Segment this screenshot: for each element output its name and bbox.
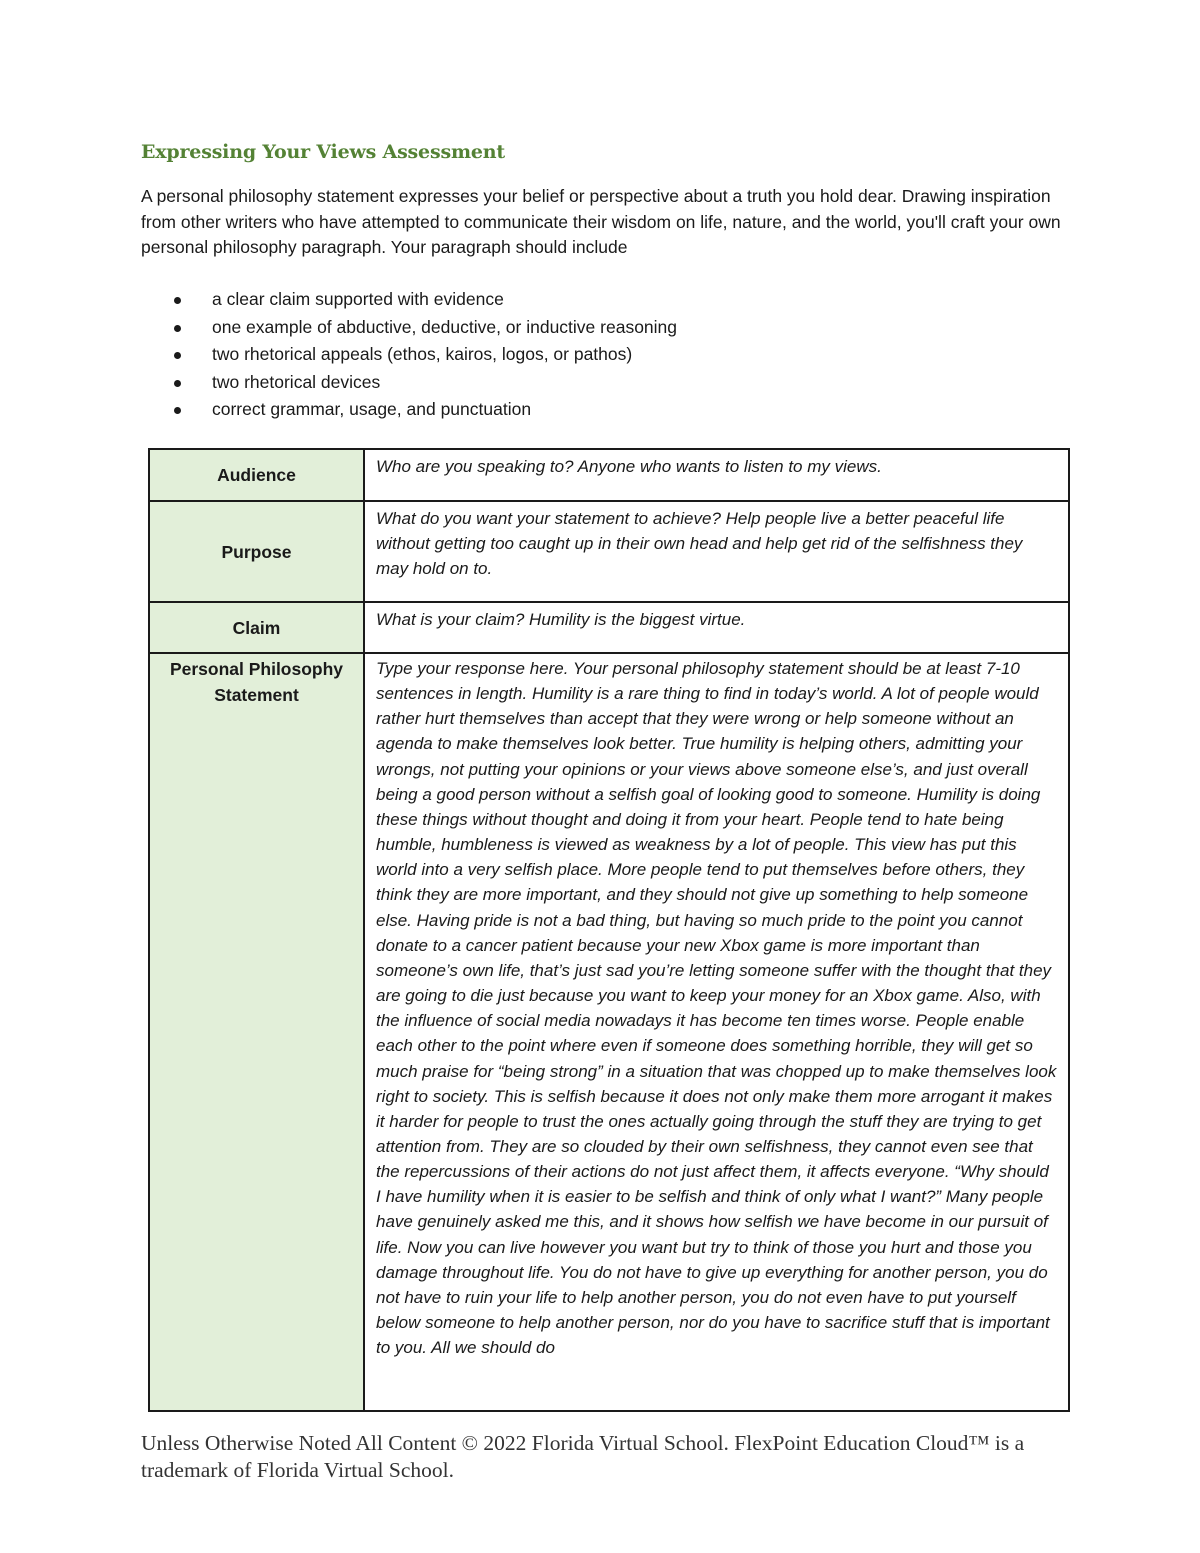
list-item: two rhetorical devices — [141, 369, 1041, 397]
audience-label: Audience — [149, 449, 364, 501]
page-title: Expressing Your Views Assessment — [141, 141, 505, 163]
copyright-footer: Unless Otherwise Noted All Content © 2022 Florida Virtual School. FlexPoint Education Cloud™ is a trademark of Florida Virtual School. — [141, 1431, 1025, 1482]
table-row-claim — [149, 602, 1069, 653]
bullet-icon — [174, 407, 181, 414]
intro-paragraph: A personal philosophy statement expresses your belief or perspective about a truth you hold dear. Drawing inspiration from other writers who have attempted to communicate their wisdom on life, nature, and the world, you'll craft your own personal philosophy paragraph. Your paragraph should include — [141, 186, 1061, 257]
planning-table — [148, 448, 1070, 1412]
table-row-statement — [149, 653, 1069, 1411]
list-item: correct grammar, usage, and punctuation — [141, 396, 1041, 424]
table-row-audience — [149, 449, 1069, 501]
list-item: one example of abductive, deductive, or inductive reasoning — [141, 314, 1041, 342]
list-item: a clear claim supported with evidence — [141, 286, 1041, 314]
bullet-icon — [174, 352, 181, 359]
requirements-list — [141, 286, 1041, 424]
audience-response[interactable]: Who are you speaking to? Anyone who wants to listen to my views. — [364, 449, 1069, 501]
statement-text: Type your response here. Your personal philosophy statement should be at least 7-10 sentences in length. Humility is a rare thing to find in today’s world. A lot of people would rather hurt themselves than accept that they were wrong or help someone without an agenda to make themselves look better. True humility is helping others, admitting your wrongs, not putting your opinions or your views above someone else’s, and just overall being a good person without a selfish goal of looking good to someone. Humility is doing these things without thought and doing it from your heart. People tend to hate being humble, humbleness is viewed as weakness by a lot of people. This view has put this world into a very selfish place. More people tend to put themselves before others, they think they are more important, and they should not give up something to help someone else. Having pride is not a bad thing, but having so much pride to the point you cannot donate to a cancer patient because your new Xbox game is more important than someone’s own life, that’s just sad you’re letting someone suffer with the thought that they are going to die just because you want to keep your money for an Xbox game. Also, with the influence of social media nowadays it has become ten times worse. People enable each other to the point where even if someone does something horrible, they will get so much praise for “being strong” in a situation that was chopped up to make themselves look right to society. This is selfish because it does not only make them more arrogant it makes it harder for people to trust the ones actually going through the stuff they are trying to get attention from. They are so clouded by their own selfishness, they cannot even see that the repercussions of their actions do not just affect them, it affects everyone. “Why should I have humility when it is easier to be selfish and think of only what I want?” Many people have genuinely asked me this, and it shows how selfish we have become in our pursuit of life. Now you can live however you want but try to think of those you hurt and those you damage throughout life. You do not have to give up everything for another person, you do not have to ruin your life to help another person, you do not even have to put yourself below someone to help another person, nor do you have to sacrifice stuff that is important to you. All we should do — [376, 659, 1057, 1358]
claim-response[interactable]: What is your claim? Humility is the biggest virtue. — [364, 602, 1069, 653]
statement-response[interactable] — [364, 653, 1069, 1411]
list-item: two rhetorical appeals (ethos, kairos, logos, or pathos) — [141, 341, 1041, 369]
purpose-response[interactable]: What do you want your statement to achieve? Help people live a better peaceful life without getting too caught up in their own head and help get rid of the selfishness they may hold on to. — [364, 501, 1069, 602]
statement-label: Personal Philosophy Statement — [149, 653, 364, 1411]
bullet-icon — [174, 380, 181, 387]
table-row-purpose — [149, 501, 1069, 602]
bullet-icon — [174, 297, 181, 304]
claim-label: Claim — [149, 602, 364, 653]
purpose-label: Purpose — [149, 501, 364, 602]
bullet-icon — [174, 325, 181, 332]
